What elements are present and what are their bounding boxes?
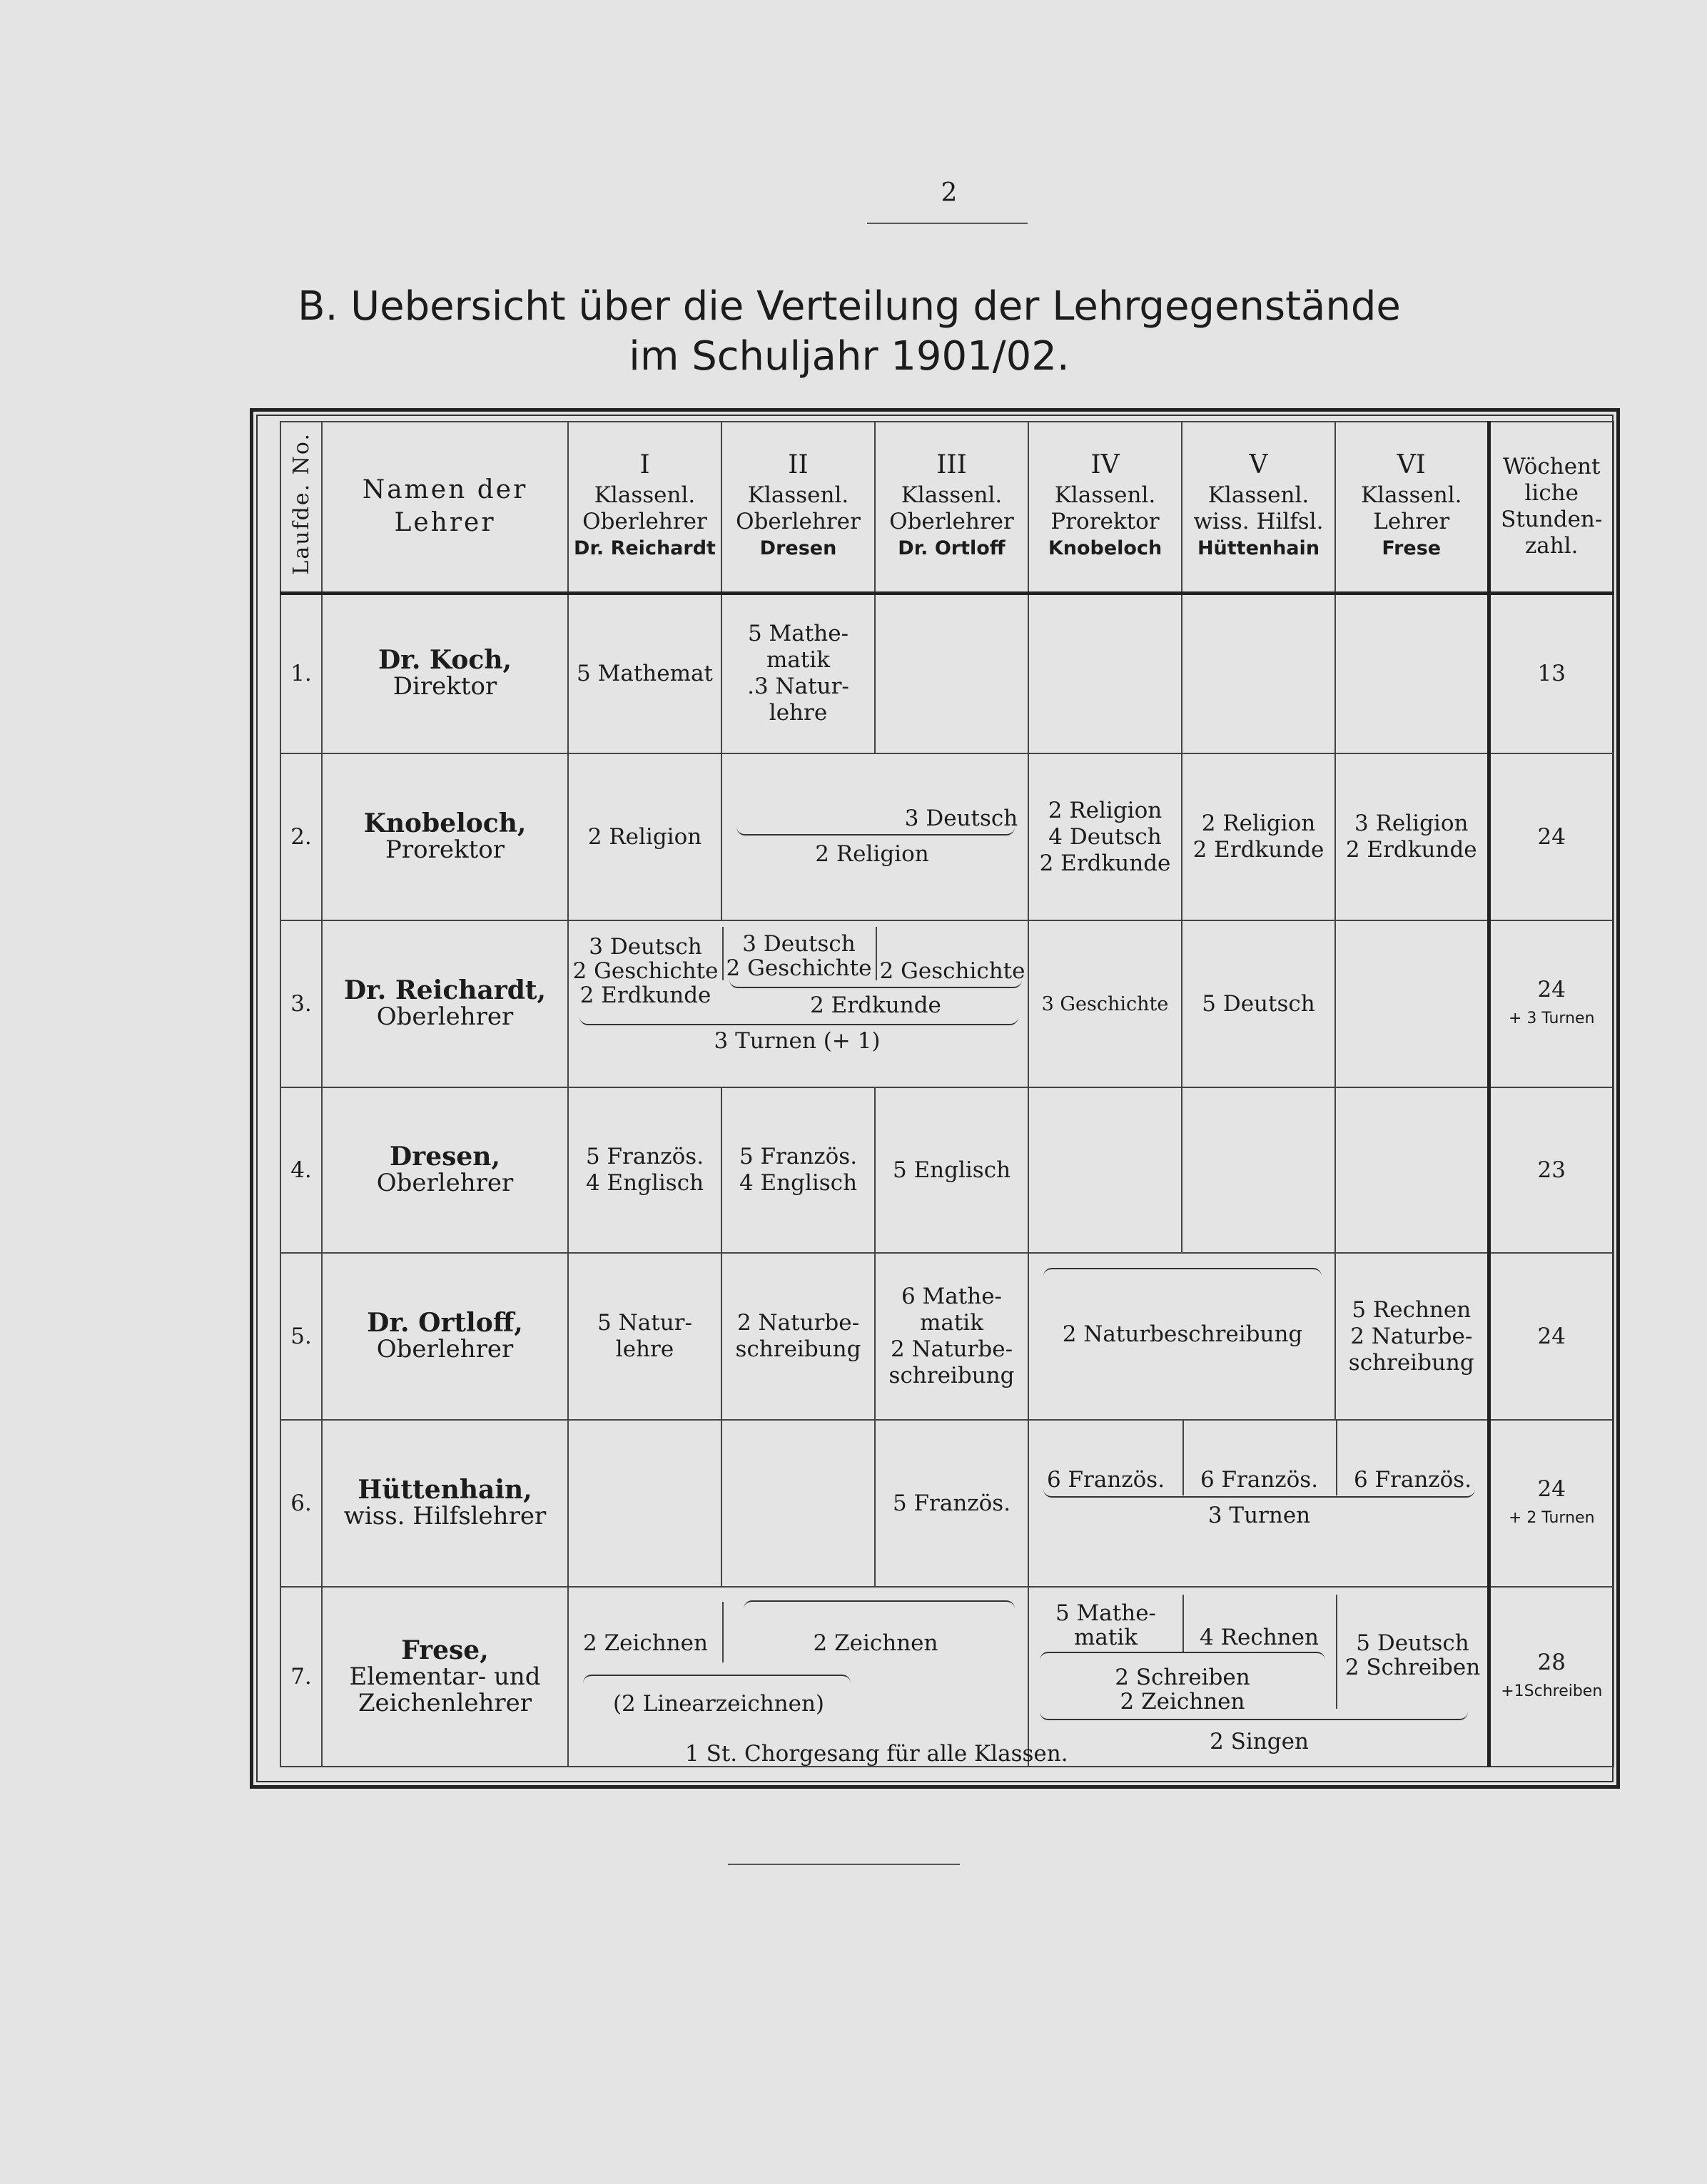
cell: (2 Linearzeichnen) [612, 1691, 825, 1717]
cell: 2 Religion 4 Deutsch 2 Erdkunde [1028, 753, 1182, 920]
row-number: 3. [280, 920, 322, 1087]
row-number: 1. [280, 593, 322, 753]
table-row [280, 1253, 1614, 1420]
cell: 6 Mathe- matik 2 Naturbe- schreibung [875, 1253, 1028, 1420]
cell: 5 Französ. [875, 1420, 1028, 1587]
page-title: B. Uebersicht über die Verteilung der Lehrgegenstände im Schuljahr 1901/02. [298, 283, 1401, 380]
teacher-name: Knobeloch, Prorektor [322, 753, 568, 920]
table-row [280, 1087, 1614, 1253]
table-row [280, 753, 1614, 920]
row-number: 4. [280, 1087, 322, 1253]
cell: 2 Naturbeschreibung [1062, 1321, 1303, 1347]
cell: 2 Singen [1210, 1729, 1309, 1754]
cell: 6 Französ. [1353, 1467, 1472, 1493]
cell: 2 Geschichte [726, 955, 872, 981]
cell: 5 Deutsch [1182, 920, 1335, 1087]
cell: 3 Deutsch [904, 806, 1018, 831]
bottom-rule [728, 1864, 960, 1865]
weekly-total: 28 +1Schreiben [1489, 1587, 1614, 1767]
row-number: 7. [280, 1587, 322, 1767]
cell: 2 Erdkunde [810, 992, 941, 1018]
cell: 2 Religion [568, 753, 721, 920]
cell: 2 Zeichnen [813, 1630, 938, 1656]
cell: 4 Rechnen [1200, 1625, 1319, 1650]
weekly-total: 24 + 2 Turnen [1489, 1420, 1614, 1587]
cell: 5 Englisch [875, 1087, 1028, 1253]
teacher-name: Dr. Reichardt, Oberlehrer [322, 920, 568, 1087]
cell: 2 Geschichte [879, 958, 1025, 984]
row-number: 5. [280, 1253, 322, 1420]
teacher-name: Frese, Elementar- und Zeichenlehrer [322, 1587, 568, 1767]
header-class-6: VI Klassenl. Lehrer Frese [1335, 422, 1489, 593]
cell: 5 Natur- lehre [568, 1253, 721, 1420]
cell: 5 Französ. 4 Englisch [721, 1087, 875, 1253]
cell: 2 Zeichnen [583, 1630, 708, 1656]
cell: 3 Deutsch [742, 931, 856, 957]
footer-note: 1 St. Chorgesang für alle Klassen. [685, 1741, 1068, 1767]
cell: 2 Naturbe- schreibung [721, 1253, 875, 1420]
cell: 3 Religion 2 Erdkunde [1335, 753, 1489, 920]
table-row [280, 1420, 1614, 1587]
header-names: Namen der Lehrer [322, 422, 568, 593]
cell: 2 Religion 2 Erdkunde [1182, 753, 1335, 920]
cell: 3 Deutsch [589, 934, 702, 960]
header-laufde-no: Laufde. No. [280, 422, 322, 593]
teacher-name: Dr. Ortloff, Oberlehrer [322, 1253, 568, 1420]
header-class-2: II Klassenl. Oberlehrer Dresen [721, 422, 875, 593]
teacher-name: Hüttenhain, wiss. Hilfslehrer [322, 1420, 568, 1587]
cell: 3 Turnen [1207, 1503, 1311, 1528]
top-rule [867, 223, 1028, 224]
header-class-5: V Klassenl. wiss. Hilfsl. Hüttenhain [1182, 422, 1335, 593]
table-row [280, 920, 1614, 1087]
cell: 6 Französ. [1046, 1467, 1165, 1493]
cell: 6 Französ. [1200, 1467, 1319, 1493]
cell: 2 Zeichnen [1120, 1689, 1245, 1715]
cell: 2 Schreiben [1115, 1665, 1250, 1690]
weekly-total: 24 [1489, 1253, 1614, 1420]
cell: 5 Deutsch [1356, 1630, 1469, 1656]
cell: 3 Turnen (+ 1) [714, 1028, 881, 1054]
header-class-1: I Klassenl. Oberlehrer Dr. Reichardt [568, 422, 721, 593]
cell: 5 Mathe- matik .3 Natur- lehre [721, 593, 875, 753]
cell: 5 Französ. 4 Englisch [568, 1087, 721, 1253]
cell: 2 Erdkunde [579, 982, 711, 1008]
teacher-name: Dresen, Oberlehrer [322, 1087, 568, 1253]
header-class-3: III Klassenl. Oberlehrer Dr. Ortloff [875, 422, 1028, 593]
table-row [280, 593, 1614, 753]
cell: 5 Mathemat [568, 593, 721, 753]
teacher-name: Dr. Koch, Direktor [322, 593, 568, 753]
cell: 5 Mathe- [1055, 1600, 1157, 1626]
page-number: 2 [941, 178, 958, 208]
cell: 2 Schreiben [1344, 1655, 1481, 1680]
header-weekly-hours: Wöchent liche Stunden- zahl. [1489, 422, 1614, 593]
row-number: 2. [280, 753, 322, 920]
cell: 2 Geschichte [572, 958, 719, 984]
cell: 5 Rechnen 2 Naturbe- schreibung [1335, 1253, 1489, 1420]
header-class-4: IV Klassenl. Prorektor Knobeloch [1028, 422, 1182, 593]
weekly-total: 24 [1489, 753, 1614, 920]
cell: matik [1073, 1625, 1138, 1650]
weekly-total: 23 [1489, 1087, 1614, 1253]
distribution-table [280, 421, 1614, 1767]
table-row [280, 1587, 1614, 1767]
weekly-total: 13 [1489, 593, 1614, 753]
weekly-total: 24 + 3 Turnen [1489, 920, 1614, 1087]
row-number: 6. [280, 1420, 322, 1587]
cell: 2 Religion [815, 841, 929, 867]
cell: 3 Geschichte [1028, 920, 1182, 1087]
